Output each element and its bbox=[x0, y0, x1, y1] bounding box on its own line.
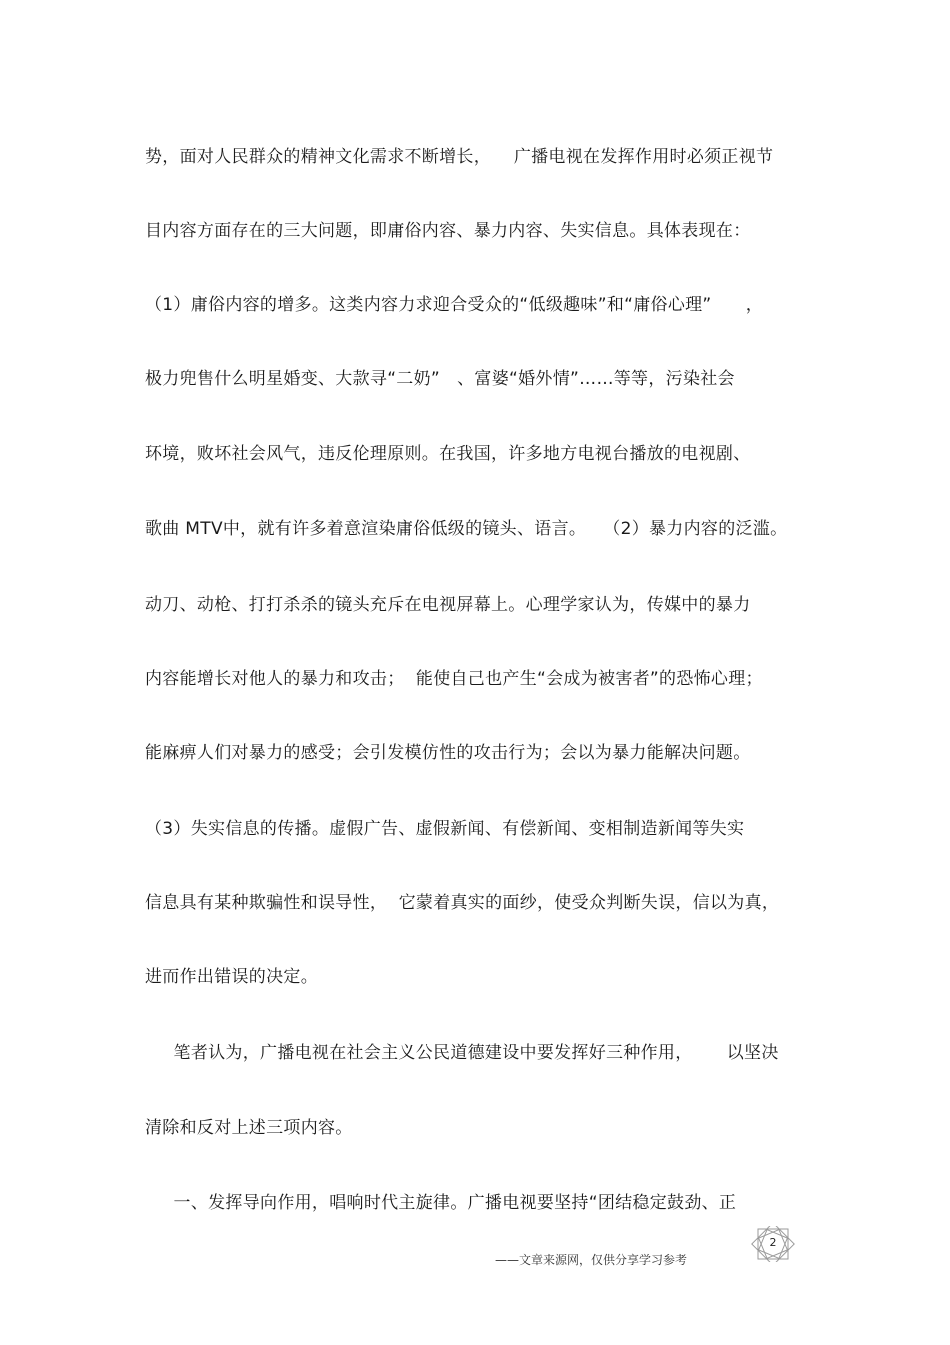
text-line: 势，面对人民群众的精神文化需求不断增长， 广播电视在发挥作用时必须正视节 bbox=[145, 147, 774, 167]
text-line: 环境，败坏社会风气，违反伦理原则。在我国，许多地方电视台播放的电视剧、 bbox=[145, 444, 751, 464]
text-line: （1）庸俗内容的增多。这类内容力求迎合受众的“低级趣味”和“庸俗心理” ， bbox=[145, 295, 764, 315]
text-line: 笔者认为，广播电视在社会主义公民道德建设中要发挥好三种作用， 以坚决 bbox=[145, 1043, 779, 1063]
page-number: 2 bbox=[769, 1236, 777, 1249]
text-line: （3）失实信息的传播。虚假广告、虚假新闻、有偿新闻、变相制造新闻等失实 bbox=[145, 819, 745, 839]
text-line: 歌曲 MTV中，就有许多着意渲染庸俗低级的镜头、语言。 （2）暴力内容的泛滥。 bbox=[145, 519, 788, 539]
page-number-badge bbox=[750, 1226, 796, 1262]
text-line: 信息具有某种欺骗性和误导性， 它蒙着真实的面纱，使受众判断失误，信以为真， bbox=[145, 893, 780, 913]
text-line: 清除和反对上述三项内容。 bbox=[145, 1118, 353, 1138]
text-line: 内容能增长对他人的暴力和攻击； 能使自己也产生“会成为被害者”的恐怖心理； bbox=[145, 669, 763, 689]
text-line: 一、发挥导向作用，唱响时代主旋律。广播电视要坚持“团结稳定鼓劲、正 bbox=[145, 1193, 737, 1213]
footer-source-note: ——文章来源网，仅供分享学习参考 bbox=[495, 1253, 688, 1267]
text-line: 目内容方面存在的三大问题，即庸俗内容、暴力内容、失实信息。具体表现在： bbox=[145, 221, 751, 241]
text-line: 动刀、动枪、打打杀杀的镜头充斥在电视屏幕上。心理学家认为，传媒中的暴力 bbox=[145, 595, 751, 615]
text-line: 能麻痹人们对暴力的感受；会引发模仿性的攻击行为；会以为暴力能解决问题。 bbox=[145, 743, 751, 763]
text-line: 极力兜售什么明星婚变、大款寻“二奶” 、富婆“婚外情”……等等，污染社会 bbox=[145, 369, 735, 389]
text-line: 进而作出错误的决定。 bbox=[145, 967, 318, 987]
